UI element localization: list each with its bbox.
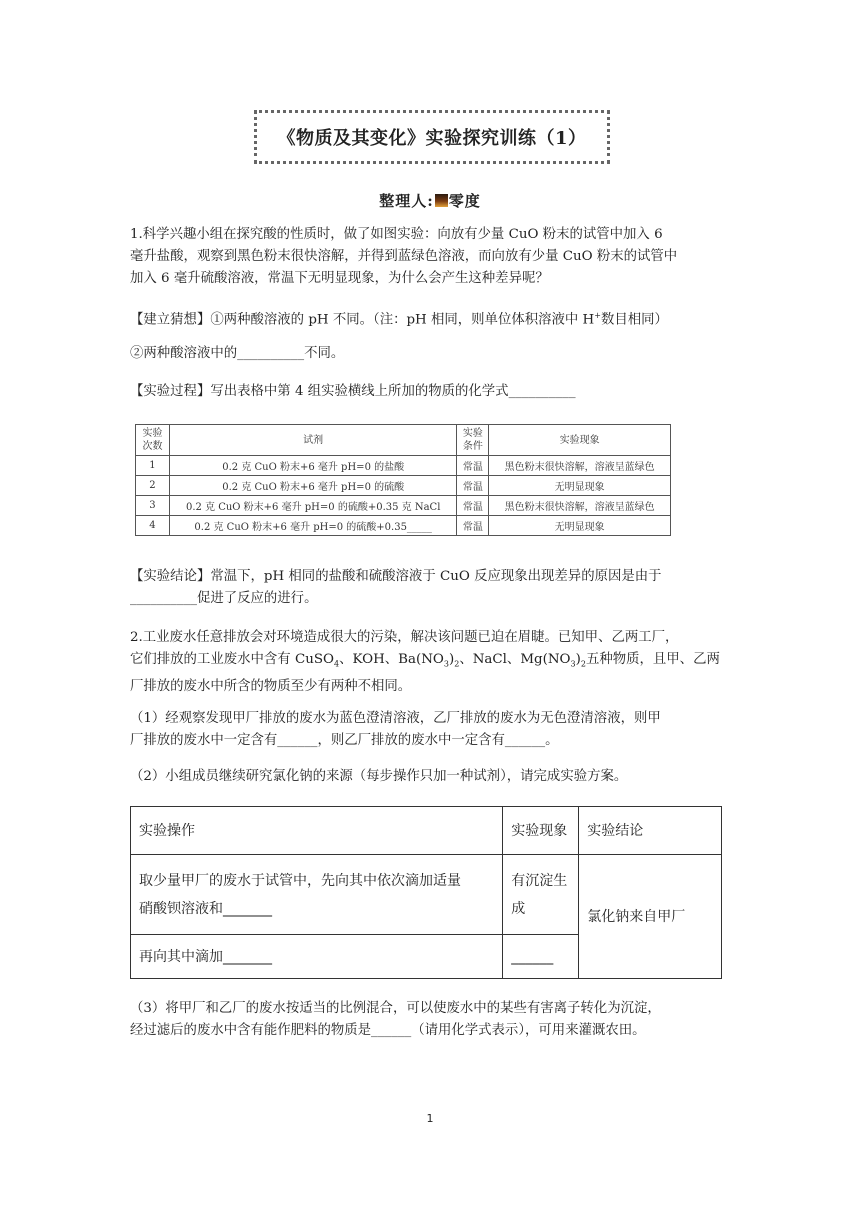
row-result: 无明显现象 [489, 476, 671, 496]
q2-row1-phen-line1: 有沉淀生 [511, 872, 568, 889]
q2-row1-phen-line2: 成 [511, 900, 526, 917]
q2-row1-op [131, 855, 503, 935]
table-row [136, 456, 671, 476]
q2-plan-table [130, 806, 722, 979]
q1-table-header [136, 425, 671, 456]
row-no: 3 [136, 496, 170, 516]
q2-part2: （2）小组成员继续研究氯化钠的来源（每步操作只加一种试剂），请完成实验方案。 [130, 769, 628, 784]
q2-row1-op-line1: 取少量甲厂的废水于试管中，先向其中依次滴加适量 [139, 872, 461, 889]
q2-text: 它们排放的工业废水中含有 CuSO [130, 652, 334, 667]
q2-intro-line2 [130, 649, 736, 676]
q2-part3-line1: （3）将甲厂和乙厂的废水按适当的比例混合，可以使废水中的某些有害离子转化为沉淀， [130, 1001, 661, 1016]
q2-row1-op-line2: 硝酸钡溶液和_______ [139, 900, 272, 917]
q1-conclusion-line2: __________促进了反应的进行。 [130, 591, 318, 606]
row-condition: 常温 [457, 516, 489, 536]
q2-header-op: 实验操作 [131, 807, 503, 855]
q1-experiment-table [135, 424, 671, 536]
q1-intro [130, 224, 736, 290]
q2-text: 、KOH、Ba(NO [339, 652, 444, 667]
q2-text: ) [575, 652, 581, 667]
row-reagent: 0.2 克 CuO 粉末+6 毫升 pH=0 的盐酸 [169, 456, 456, 476]
q2-text: ) [448, 652, 455, 667]
table-row [131, 855, 722, 935]
q1-header-reagent: 试剂 [169, 425, 456, 456]
q2-sub: 3 [570, 659, 576, 669]
q2-sub: 2 [580, 659, 586, 669]
q2-sub: 4 [333, 659, 340, 669]
q1-hypothesis-1 [130, 305, 736, 331]
row-reagent: 0.2 克 CuO 粉末+6 毫升 pH=0 的硫酸+0.35_____ [169, 516, 456, 536]
row-condition: 常温 [457, 476, 489, 496]
q2-row1-phen [503, 855, 579, 935]
q2-conclusion-cell: 氯化钠来自甲厂 [579, 855, 722, 979]
q2-header-phen: 实验现象 [503, 807, 579, 855]
row-reagent: 0.2 克 CuO 粉末+6 毫升 pH=0 的硫酸 [169, 476, 456, 496]
q1-hypothesis-pre: 【建立猜想】①两种酸溶液的 pH 不同。（注：pH 相同，则单位体积溶液中 H [130, 312, 595, 328]
q2-intro-line3: 厂排放的废水中所含的物质至少有两种不相同。 [130, 678, 412, 694]
q1-hypothesis-2: ②两种酸溶液中的__________不同。 [130, 346, 345, 361]
page-number: 1 [426, 1112, 434, 1125]
q2-part1-line1: （1）经观察发现甲厂排放的废水为蓝色澄清溶液，乙厂排放的废水为无色澄清溶液，则甲 [130, 711, 661, 726]
q1-conclusion [130, 566, 736, 610]
q2-part3-line2: 经过滤后的废水中含有能作肥料的物质是______（请用化学式表示），可用来灌溉农田。 [130, 1023, 646, 1038]
q2-header-conc: 实验结论 [579, 807, 722, 855]
q1-header-condition: 实验条件 [457, 425, 489, 456]
q2-text: 、NaCl、Mg(NO [459, 652, 571, 667]
q1-intro-line1: 1.科学兴趣小组在探究酸的性质时，做了如图实验：向放有少量 CuO 粉末的试管中加入 6 [130, 227, 663, 242]
q2-sub: 2 [454, 659, 460, 669]
q2-intro-line1: 2.工业废水任意排放会对环境造成很大的污染，解决该问题已迫在眉睫。已知甲、乙两工厂， [130, 630, 679, 645]
q1-conclusion-line1: 【实验结论】常温下，pH 相同的盐酸和硫酸溶液于 CuO 反应现象出现差异的原因是由于 [130, 569, 662, 584]
q2-row2-op: 再向其中滴加_______ [131, 935, 503, 979]
table-row [136, 476, 671, 496]
q1-header-result: 实验现象 [489, 425, 671, 456]
row-condition: 常温 [457, 456, 489, 476]
row-result: 无明显现象 [489, 516, 671, 536]
row-condition: 常温 [457, 496, 489, 516]
row-result: 黑色粉末很快溶解，溶液呈蓝绿色 [489, 456, 671, 476]
q1-hypothesis-post: 数目相同） [600, 312, 668, 328]
q2-part3 [130, 998, 736, 1042]
q2-part1-line2: 厂排放的废水中一定含有______，则乙厂排放的废水中一定含有______。 [130, 733, 559, 748]
row-no: 4 [136, 516, 170, 536]
q2-sub: 3 [443, 659, 449, 669]
author-logo-icon [435, 194, 448, 207]
row-reagent: 0.2 克 CuO 粉末+6 毫升 pH=0 的硫酸+0.35 克 NaCl [169, 496, 456, 516]
q2-row2-phen: ______ [503, 935, 579, 979]
row-no: 2 [136, 476, 170, 496]
table-row [136, 496, 671, 516]
q1-intro-line2: 毫升盐酸，观察到黑色粉末很快溶解，并得到蓝绿色溶液，而向放有少量 CuO 粉末的试管中 [130, 249, 678, 264]
author-line [0, 190, 860, 211]
q1-header-no: 实验次数 [136, 425, 170, 456]
row-result: 黑色粉末很快溶解，溶液呈蓝绿色 [489, 496, 671, 516]
q2-text: 五种物质，且甲、乙两 [585, 652, 720, 667]
q2-table-header [131, 807, 722, 855]
q1-process: 【实验过程】写出表格中第 4 组实验横线上所加的物质的化学式__________ [130, 384, 576, 399]
q1-intro-line3: 加入 6 毫升硫酸溶液，常温下无明显现象，为什么会产生这种差异呢？ [130, 271, 549, 286]
row-no: 1 [136, 456, 170, 476]
q1-hypothesis-sup: + [594, 311, 601, 320]
author-name: 零度 [448, 192, 481, 210]
document-title [254, 110, 610, 164]
q2-part1 [130, 708, 736, 752]
q2-intro [130, 627, 736, 698]
title-text: 《物质及其变化》实验探究训练（1） [277, 128, 587, 149]
table-row [136, 516, 671, 536]
author-label: 整理人: [379, 192, 434, 210]
